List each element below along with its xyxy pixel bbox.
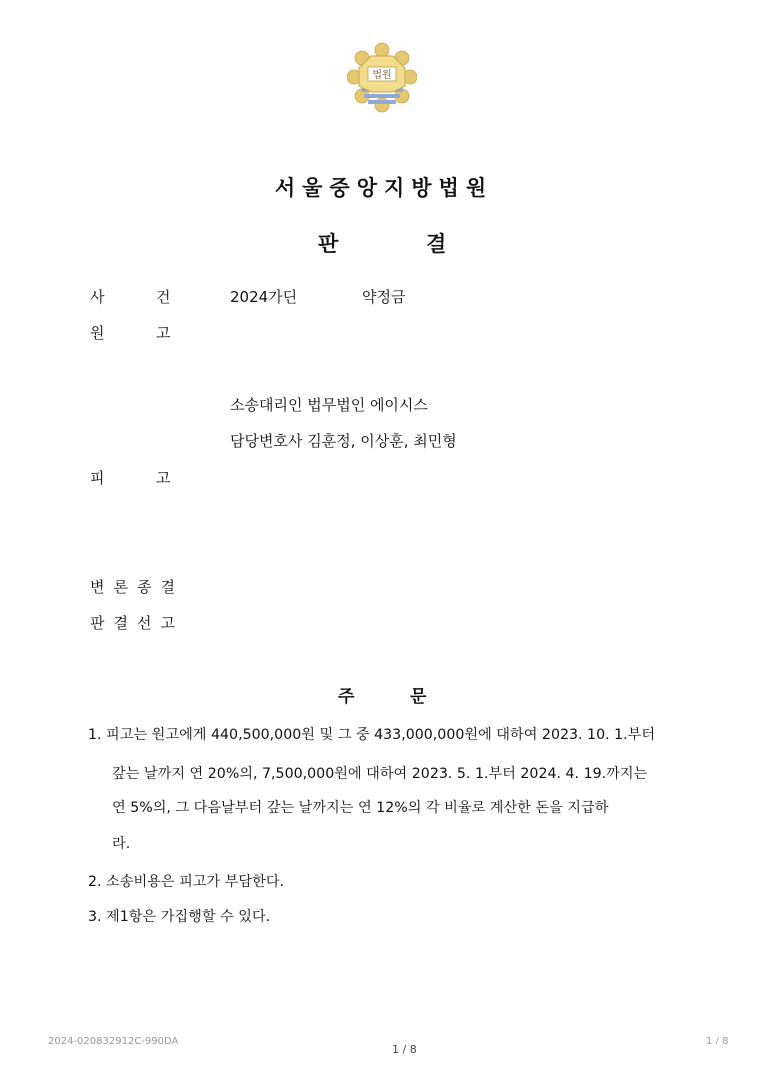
court-emblem-logo xyxy=(347,42,417,114)
ruling-item-1-line-2: 갚는 날까지 연 20%의, 7,500,000원에 대하여 2023. 5. 1.부터 2024. 4. 19.까지는 xyxy=(112,766,648,782)
ruling-item-3: 3. 제1항은 가집행할 수 있다. xyxy=(88,909,271,925)
defendant-label-b: 고 xyxy=(156,469,171,487)
ruling-item-2: 2. 소송비용은 피고가 부담한다. xyxy=(88,874,285,890)
case-label-a: 사 xyxy=(90,288,105,306)
document-title-left: 판 xyxy=(318,232,339,256)
footer-page-number: 1 / 8 xyxy=(392,1043,417,1056)
counsel-line: 소송대리인 법무법인 에이시스 xyxy=(230,396,428,414)
case-name: 약정금 xyxy=(362,288,406,306)
case-label-b: 건 xyxy=(156,288,171,306)
judgment-date-label: 판결선고 xyxy=(90,614,184,632)
ruling-title-left: 주 xyxy=(338,687,355,707)
closing-date-label: 변론종결 xyxy=(90,578,184,596)
ruling-item-1-line-1: 1. 피고는 원고에게 440,500,000원 및 그 중 433,000,000원에 대하여 2023. 10. 1.부터 xyxy=(88,727,656,743)
ruling-item-1-line-3: 연 5%의, 그 다음날부터 갚는 날까지는 연 12%의 각 비율로 계산한 돈을 지급하 xyxy=(112,800,609,816)
ruling-item-1-line-4: 라. xyxy=(112,836,131,852)
footer-page-number-right: 1 / 8 xyxy=(706,1036,729,1044)
footer-document-code: 2024-020832912C-990DA xyxy=(48,1036,179,1044)
plaintiff-label-b: 고 xyxy=(156,324,171,342)
defendant-label-a: 피 xyxy=(90,469,105,487)
ruling-title-right: 문 xyxy=(410,687,427,707)
document-title-right: 결 xyxy=(426,232,447,256)
case-number: 2024가딘 xyxy=(230,288,298,306)
attorneys-line: 담당변호사 김훈정, 이상훈, 최민형 xyxy=(230,432,457,450)
emblem-text: 법원 xyxy=(372,70,392,81)
court-name: 서울중앙지방법원 xyxy=(274,176,494,200)
plaintiff-label-a: 원 xyxy=(90,324,105,342)
